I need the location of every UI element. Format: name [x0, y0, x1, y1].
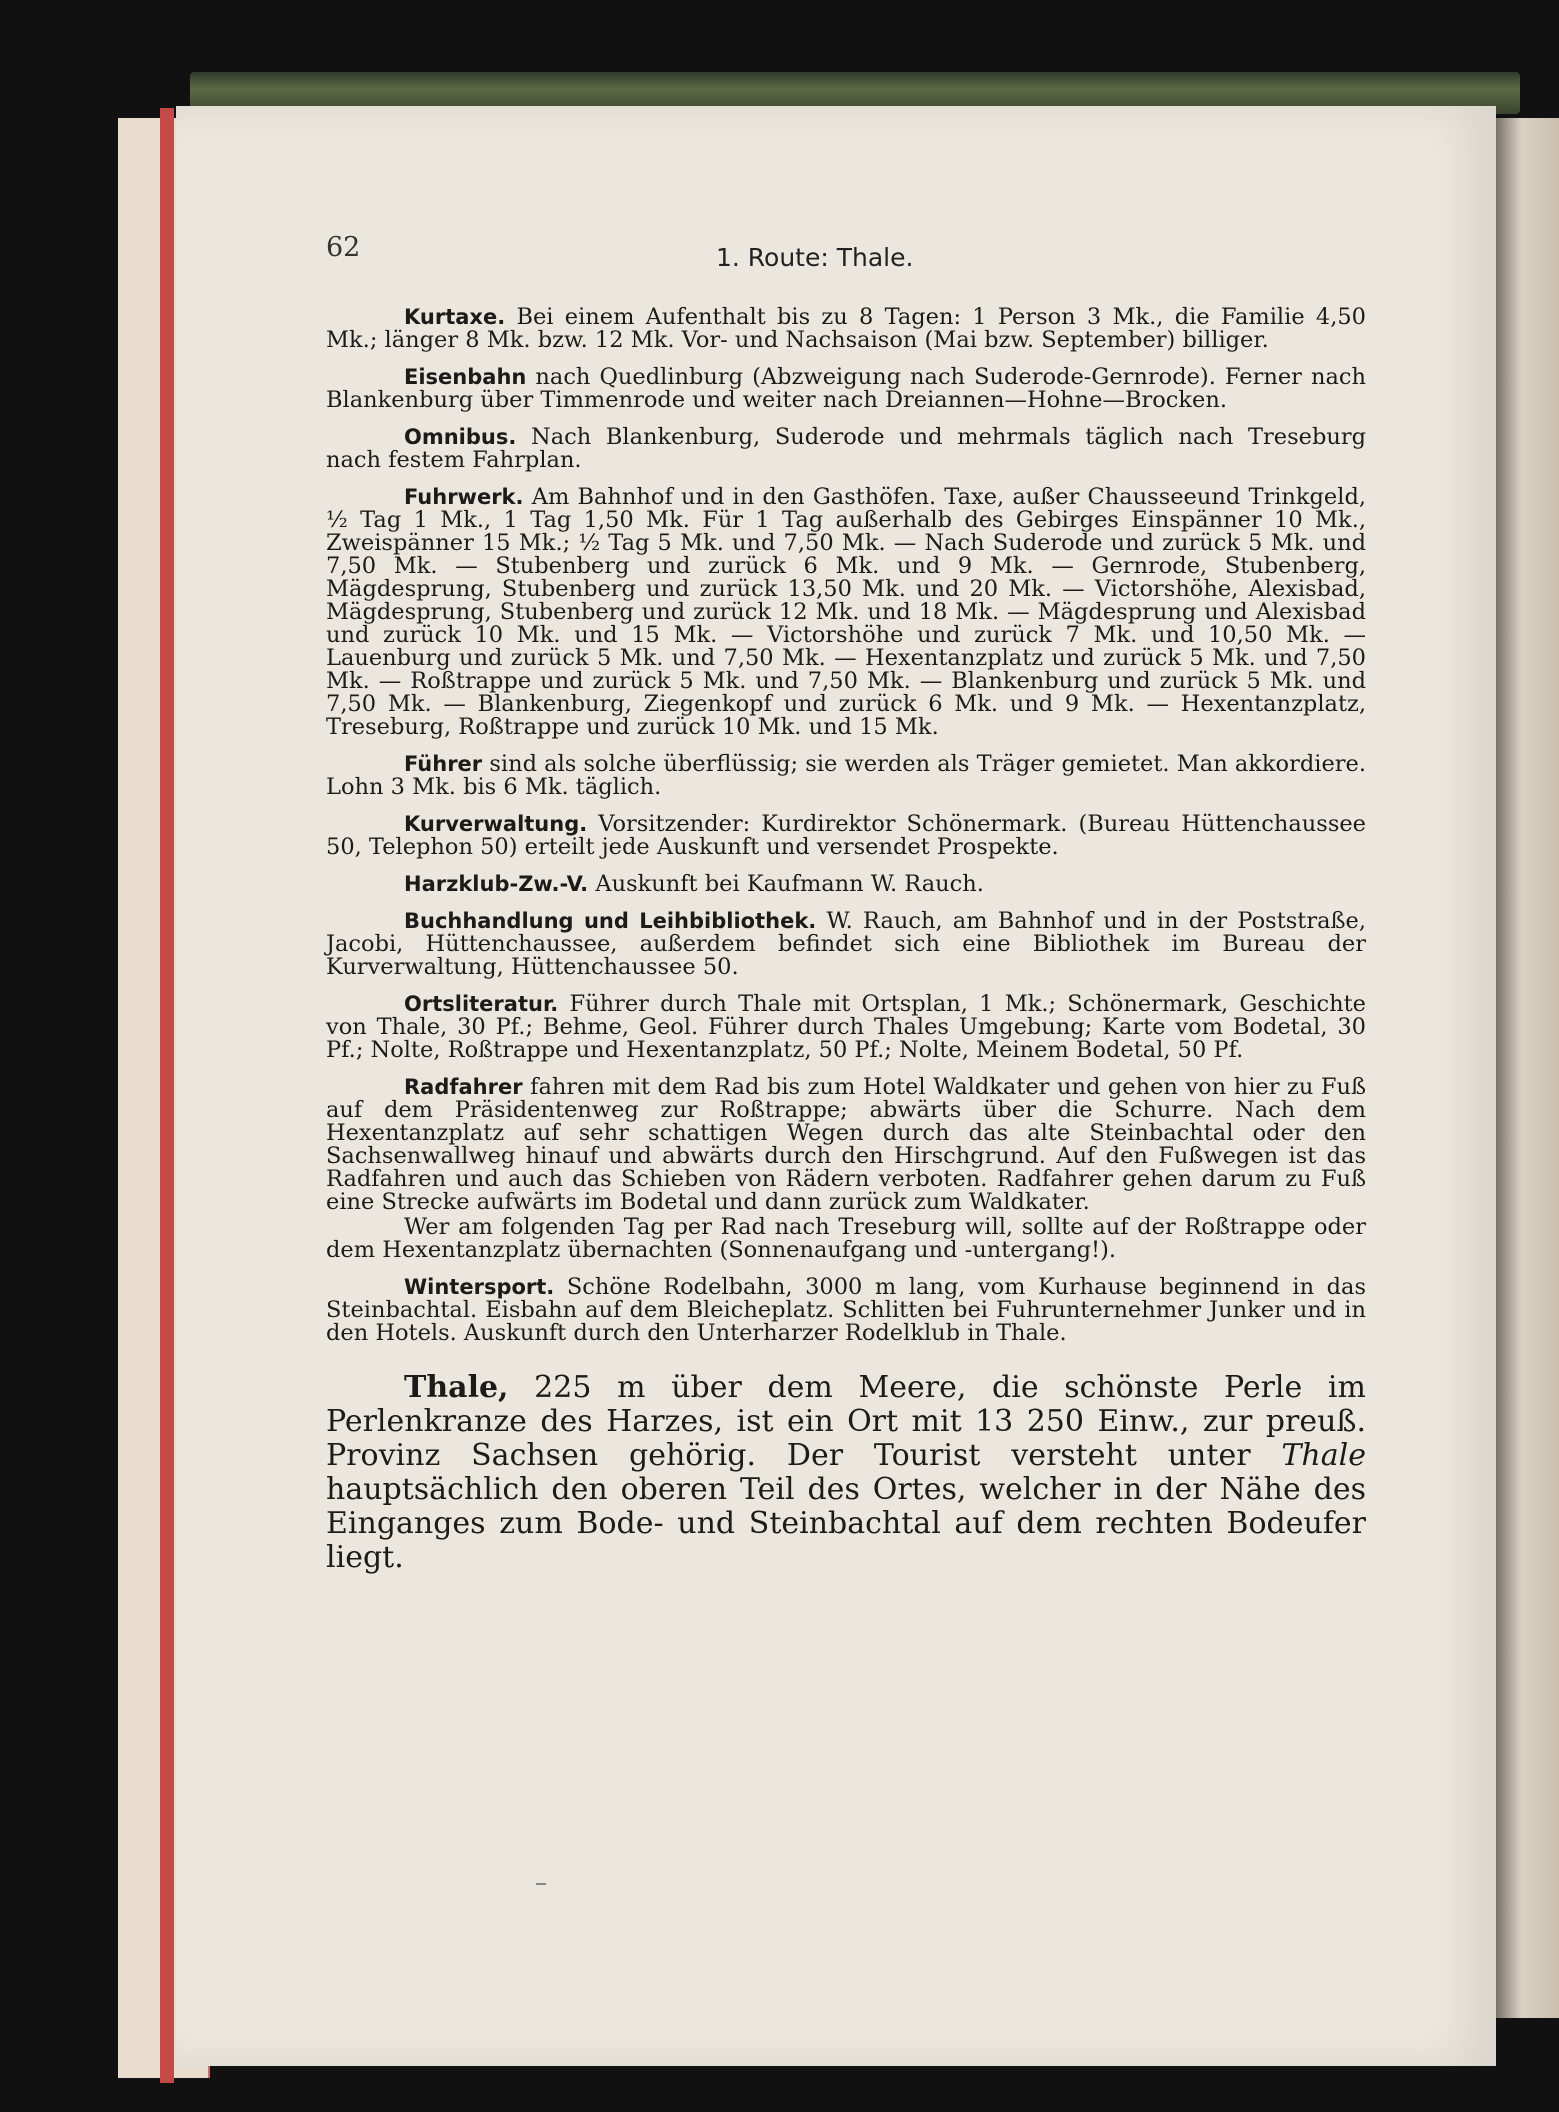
entry-text: Nach Blankenburg, Suderode und mehrmals täglich nach Treseburg nach festem Fahrplan. — [326, 424, 1367, 473]
facing-page-edge — [1496, 118, 1559, 2018]
entry-radfahrer — [326, 1076, 1366, 1214]
entry-key: Omnibus. — [404, 425, 517, 449]
entry-key: Buchhandlung und Leihbibliothek. — [404, 909, 817, 933]
entry-fuehrer — [326, 753, 1366, 799]
entry-key: Harzklub-Zw.-V. — [404, 872, 589, 896]
footer-mark — [536, 1883, 546, 1885]
entry-text: Führer durch Thale mit Ortsplan, 1 Mk.; Schönermark, Geschichte von Thale, 30 Pf.; Behme, Geol. Führer durch Thales Umgebung; Karte vom Bodetal, 30 Pf.; Nolte, Roßtrappe und Hexentanzplatz, 50 Pf.; Nolte, Meinem Bodetal, 50 Pf. — [326, 991, 1366, 1063]
radfahrer-note: Wer am folgenden Tag per Rad nach Treseburg will, sollte auf der Roßtrappe oder dem Hexentanzplatz übernachten (Sonnenaufgang und -untergang!). — [326, 1214, 1366, 1263]
entry-fuhrwerk — [326, 486, 1366, 739]
entry-wintersport — [326, 1276, 1366, 1345]
entry-key: Führer — [404, 752, 483, 776]
entry-text: Vorsitzender: Kurdirektor Schönermark. (Bureau Hüttenchaussee 50, Telephon 50) erteilt jede Auskunft und versendet Prospekte. — [326, 811, 1367, 860]
entry-key: Kurtaxe. — [404, 305, 506, 329]
entry-text: Schöne Rodelbahn, 3000 m lang, vom Kurhause beginnend in das Steinbachtal. Eisbahn auf dem Bleicheplatz. Schlitten bei Fuhrunternehmer Junker und in den Hotels. Auskunft durch den Unterharzer Rodelklub in Thale. — [326, 1274, 1366, 1346]
entry-text: nach Quedlinburg (Abzweigung nach Suderode-Gernrode). Ferner nach Blankenburg über Timmenrode und weiter nach Dreiannen—Hohne—Brocken. — [326, 364, 1366, 413]
thale-text-b: hauptsächlich den oberen Teil des Ortes, welcher in der Nähe des Einganges zum Bode- und Steinbachtal auf dem rechten Bodeufer liegt. — [326, 1472, 1366, 1575]
entry-key: Eisenbahn — [404, 365, 527, 389]
thale-lead: Thale, — [404, 1370, 509, 1405]
entry-key: Wintersport. — [404, 1275, 555, 1299]
entry-kurverwaltung — [326, 813, 1366, 859]
page-number: 62 — [326, 232, 361, 263]
entry-buchhandlung — [326, 910, 1366, 979]
entry-text: fahren mit dem Rad bis zum Hotel Waldkater und gehen von hier zu Fuß auf dem Präsidentenweg zur Roßtrappe; abwärts über die Schurre. Nach dem Hexentanzplatz auf sehr schattigen Wegen durch das alte Steinbachtal oder den Sachsenwallweg hinauf und abwärts durch den Hirschgrund. Auf den Fußwegen ist das Radfahren und auch das Schieben von Rädern verboten. Radfahrer gehen darum zu Fuß eine Strecke aufwärts im Bodetal und dann zurück zum Waldkater. — [326, 1074, 1366, 1215]
entry-ortsliteratur — [326, 993, 1366, 1062]
entry-kurtaxe — [326, 306, 1366, 352]
thale-italic: Thale — [1281, 1438, 1366, 1473]
entry-key: Radfahrer — [404, 1075, 523, 1099]
entry-text: Auskunft bei Kaufmann W. Rauch. — [595, 871, 984, 897]
entry-key: Fuhrwerk. — [404, 485, 524, 509]
thale-description — [326, 1371, 1366, 1575]
entry-text: W. Rauch, am Bahnhof und in der Poststraße, Jacobi, Hüttenchaussee, außerdem befindet sich eine Bibliothek im Bureau der Kurverwaltung, Hüttenchaussee 50. — [326, 908, 1366, 980]
entry-key: Kurverwaltung. — [404, 812, 588, 836]
entry-harzklub — [326, 873, 1366, 896]
entry-omnibus — [326, 426, 1366, 472]
entry-key: Ortsliteratur. — [404, 992, 559, 1016]
book-cover-edge — [160, 108, 174, 2083]
book-page — [176, 106, 1496, 2066]
page-content — [326, 232, 1367, 1589]
entry-text: sind als solche überflüssig; sie werden als Träger gemietet. Man akkordiere. Lohn 3 Mk. bis 6 Mk. täglich. — [326, 751, 1366, 800]
running-head: 1. Route: Thale. — [716, 243, 914, 272]
entry-text: Am Bahnhof und in den Gasthöfen. Taxe, außer Chausseeund Trinkgeld, ½ Tag 1 Mk., 1 Tag 1,50 Mk. Für 1 Tag außerhalb des Gebirges Einspänner 10 Mk., Zweispänner 15 Mk.; ½ Tag 5 Mk. und 7,50 Mk. — Nach Suderode und zurück 5 Mk. und 7,50 Mk. — Stubenberg und zurück 6 Mk. und 9 Mk. — Gernrode, Stubenberg, Mägdesprung, Stubenberg und zurück 13,50 Mk. und 20 Mk. — Victorshöhe, Alexisbad, Mägdesprung, Stubenberg und zurück 12 Mk. und 18 Mk. — Mägdesprung und Alexisbad und zurück 10 Mk. und 15 Mk. — Victorshöhe und zurück 7 Mk. und 10,50 Mk. — Lauenburg und zurück 5 Mk. und 7,50 Mk. — Hexentanzplatz und zurück 5 Mk. und 7,50 Mk. — Roßtrappe und zurück 5 Mk. und 7,50 Mk. — Blankenburg und zurück 5 Mk. und 7,50 Mk. — Blankenburg, Ziegenkopf und zurück 6 Mk. und 9 Mk. — Hexentanzplatz, Treseburg, Roßtrappe und zurück 10 Mk. und 15 Mk. — [326, 484, 1366, 740]
entry-text: Bei einem Aufenthalt bis zu 8 Tagen: 1 Person 3 Mk., die Familie 4,50 Mk.; länger 8 Mk. bzw. 12 Mk. Vor- und Nachsaison (Mai bzw. September) billiger. — [326, 304, 1366, 353]
thale-text-a: 225 m über dem Meere, die schönste Perle im Perlenkranze des Harzes, ist ein Ort mit 13 250 Einw., zur preuß. Provinz Sachsen gehörig. Der Tourist versteht unter — [326, 1370, 1366, 1473]
entry-eisenbahn — [326, 366, 1366, 412]
page-header — [326, 232, 1366, 306]
